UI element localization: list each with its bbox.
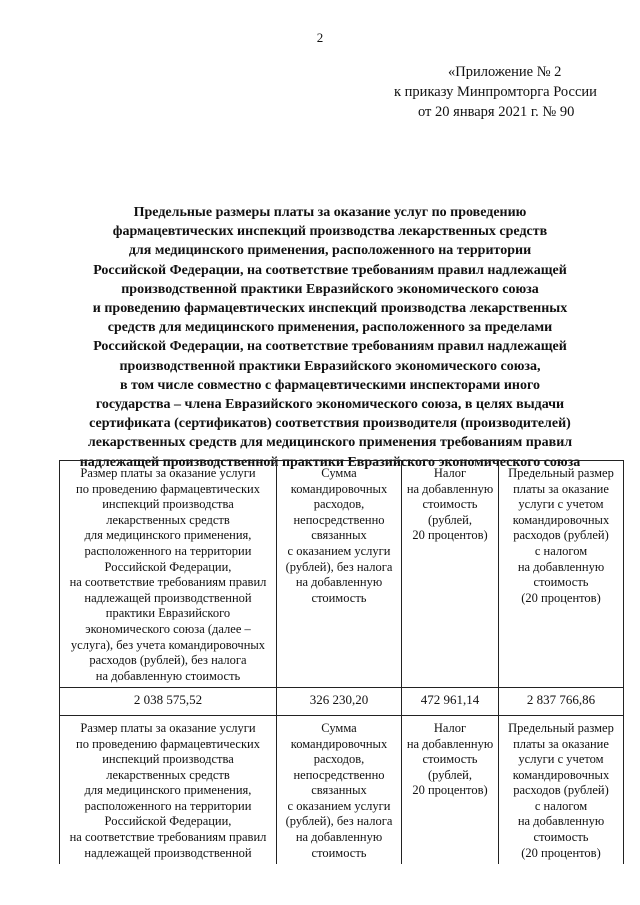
cell-text-line: Предельный размер <box>508 720 614 735</box>
cell-text-line: для медицинского применения, <box>84 528 252 543</box>
cell-text-line: Сумма <box>321 720 357 735</box>
cell-text-line: услуга), без учета командировочных <box>70 637 266 652</box>
appendix-order: к приказу Минпромторга России <box>394 84 597 100</box>
title-line: лекарственных средств для медицинского применения требованиям правил <box>87 435 573 451</box>
cell-text-line: надлежащей производственной <box>84 845 252 860</box>
title-line: для медицинского применения, расположенного на территории <box>128 243 532 259</box>
title-line: производственной практики Евразийского экономического союза, <box>119 358 541 374</box>
title-line: фармацевтических инспекций производства лекарственных средств <box>112 224 548 240</box>
cell-text-line: Размер платы за оказание услуги <box>80 466 256 480</box>
cell-text-line: расходов (рублей) <box>513 783 609 798</box>
title-line: производственной практики Евразийского экономического союза <box>121 281 539 297</box>
cell-text-line: стоимость <box>311 590 367 605</box>
title-line: надлежащей производственной практики Евразийского экономического союза <box>79 454 581 470</box>
cell-text-line: на добавленную <box>295 830 383 845</box>
title-line: в том числе совместно с фармацевтическими инспекторами иного <box>119 377 541 393</box>
header-max-fee-with-vat <box>499 715 624 864</box>
cell-text-line: расходов (рублей) <box>513 528 609 543</box>
title-line: сертификата (сертификатов) соответствия производителя (производителей) <box>89 416 571 432</box>
value-travel-expenses: 326 230,20 <box>277 688 402 716</box>
cell-text-line: на добавленную <box>406 481 494 496</box>
cell-text-line: командировочных <box>290 481 388 496</box>
cell-text-line: стоимость <box>422 497 478 512</box>
cell-text-line: (20 процентов) <box>521 590 601 605</box>
title-line: Предельные размеры платы за оказание услуг по проведению <box>133 205 527 220</box>
cell-text-line: экономического союза (далее – <box>85 621 251 636</box>
cell-text-line: (рублей), без налога <box>285 559 393 574</box>
value-fee-without-travel: 2 038 575,52 <box>60 688 277 716</box>
document-title <box>40 203 620 472</box>
header-vat <box>402 461 499 688</box>
header-max-fee-with-vat <box>499 461 624 688</box>
cell-text-line: расположенного на территории <box>84 543 252 558</box>
cell-text-line: расположенного на территории <box>84 798 252 813</box>
cell-text-line: непосредственно <box>293 767 385 782</box>
table-row <box>60 715 624 864</box>
cell-text-line: Сумма <box>321 466 357 480</box>
cell-text-line: практики Евразийского <box>105 606 231 621</box>
cell-text-line: расходов, <box>313 497 365 512</box>
table-row <box>60 688 624 716</box>
header-travel-expenses <box>277 715 402 864</box>
appendix-date: от 20 января 2021 г. № 90 <box>418 104 575 120</box>
value-vat: 472 961,14 <box>402 688 499 716</box>
cell-text-line: стоимость <box>422 752 478 767</box>
appendix-label: «Приложение № 2 <box>448 64 562 80</box>
title-line: Российской Федерации, на соответствие требованиям правил надлежащей <box>93 262 567 278</box>
appendix-reference <box>392 62 622 122</box>
cell-text-line: с налогом <box>534 798 588 813</box>
cell-text-line: надлежащей производственной <box>84 590 252 605</box>
title-line: государства – члена Евразийского экономического союза, в целях выдачи <box>95 397 565 413</box>
cell-text-line: связанных <box>311 783 367 798</box>
cell-text-line: на соответствие требованиям правил <box>69 830 267 845</box>
title-line: средств для медицинского применения, расположенного за пределами <box>107 320 553 336</box>
value-max-fee-with-vat: 2 837 766,86 <box>499 688 624 716</box>
cell-text-line: на добавленную <box>406 736 494 751</box>
table-row <box>60 461 624 688</box>
cell-text-line: Предельный размер <box>508 466 614 480</box>
cell-text-line: на добавленную <box>517 814 605 829</box>
cell-text-line: платы за оказание <box>513 736 609 751</box>
cell-text-line: непосредственно <box>293 512 385 527</box>
cell-text-line: лекарственных средств <box>106 767 230 782</box>
fee-table <box>59 460 624 864</box>
cell-text-line: с налогом <box>534 543 588 558</box>
cell-text-line: на добавленную <box>295 575 383 590</box>
cell-text-line: командировочных <box>512 767 610 782</box>
cell-text-line: услуги с учетом <box>518 752 604 767</box>
title-line: и проведению фармацевтических инспекций производства лекарственных <box>92 301 568 317</box>
page-number: 2 <box>316 30 324 45</box>
header-vat <box>402 715 499 864</box>
cell-text-line: по проведению фармацевтических <box>76 736 260 751</box>
cell-text-line: расходов (рублей), без налога <box>89 653 247 668</box>
cell-text-line: (рублей, <box>428 512 472 527</box>
cell-text-line: лекарственных средств <box>106 512 230 527</box>
cell-text-line: на добавленную <box>517 559 605 574</box>
cell-text-line: 20 процентов) <box>412 528 488 543</box>
cell-text-line: стоимость <box>311 845 367 860</box>
cell-text-line: инспекций производства <box>102 752 234 767</box>
title-line: Российской Федерации, на соответствие требованиям правил надлежащей <box>93 339 567 355</box>
cell-text-line: платы за оказание <box>513 481 609 496</box>
cell-text-line: (рублей), без налога <box>285 814 393 829</box>
cell-text-line: расходов, <box>313 752 365 767</box>
cell-text-line: 20 процентов) <box>412 783 488 798</box>
cell-text-line: с оказанием услуги <box>287 543 391 558</box>
cell-text-line: (20 процентов) <box>521 845 601 860</box>
cell-text-line: связанных <box>311 528 367 543</box>
cell-text-line: на соответствие требованиям правил <box>69 575 267 590</box>
cell-text-line: командировочных <box>290 736 388 751</box>
cell-text-line: Размер платы за оказание услуги <box>80 720 256 735</box>
cell-text-line: по проведению фармацевтических <box>76 481 260 496</box>
cell-text-line: Налог <box>433 466 467 480</box>
cell-text-line: командировочных <box>512 512 610 527</box>
cell-text-line: стоимость <box>533 830 589 845</box>
cell-text-line: для медицинского применения, <box>84 783 252 798</box>
cell-text-line: услуги с учетом <box>518 497 604 512</box>
header-fee-without-travel <box>60 461 277 688</box>
cell-text-line: Российской Федерации, <box>104 559 232 574</box>
cell-text-line: стоимость <box>533 575 589 590</box>
header-travel-expenses <box>277 461 402 688</box>
cell-text-line: Российской Федерации, <box>104 814 232 829</box>
cell-text-line: с оказанием услуги <box>287 798 391 813</box>
cell-text-line: инспекций производства <box>102 497 234 512</box>
cell-text-line: (рублей, <box>428 767 472 782</box>
cell-text-line: Налог <box>433 720 467 735</box>
cell-text-line: на добавленную стоимость <box>95 668 241 683</box>
header-fee-without-travel <box>60 715 277 864</box>
